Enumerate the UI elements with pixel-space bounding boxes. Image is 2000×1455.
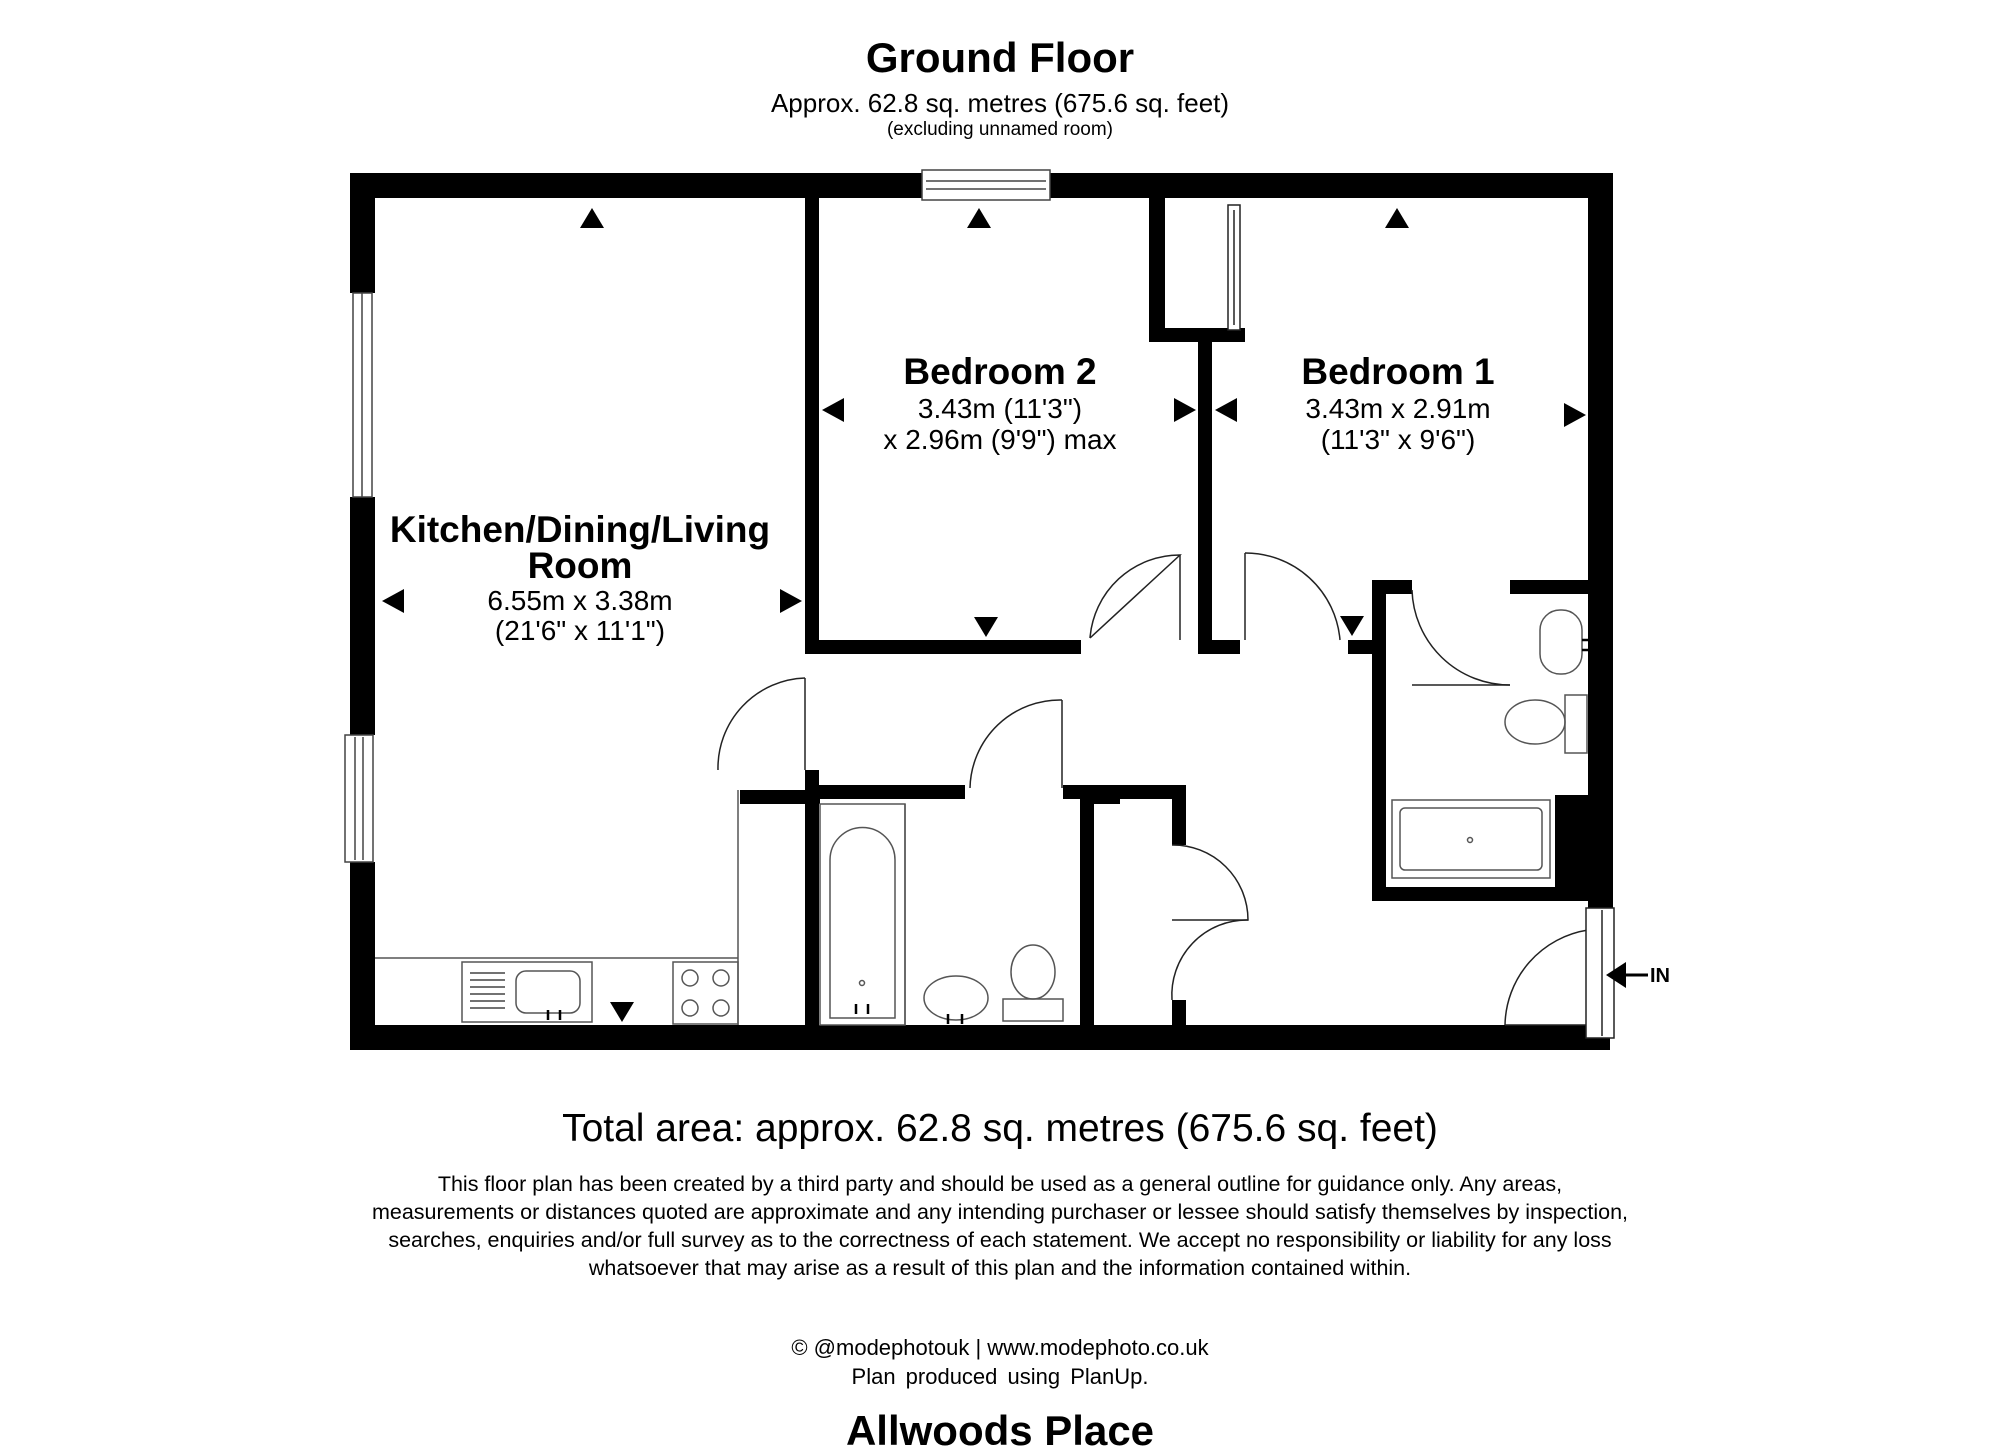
- bathtub: [820, 804, 905, 1025]
- arrow-bed1-right: [1564, 403, 1586, 427]
- bedroom1-dim1: 3.43m x 2.91m: [1305, 393, 1491, 424]
- door-ensuite: [1412, 590, 1510, 685]
- kitchen-sink: [516, 971, 580, 1013]
- taps: [548, 640, 1592, 1024]
- bathroom-basin: [924, 976, 988, 1020]
- window-left-lower: [345, 735, 373, 862]
- interior-walls: [740, 198, 1590, 1050]
- arrow-kitchen-top: [580, 208, 604, 228]
- arrow-kitchen-right: [780, 589, 802, 613]
- hob: [673, 962, 738, 1024]
- window-top: [922, 170, 1050, 200]
- arrow-bed1-left: [1215, 398, 1237, 422]
- floor-note: (excluding unnamed room): [886, 119, 1113, 140]
- property-address: Allwoods Place: [845, 1407, 1155, 1454]
- arrow-bed2-left: [822, 398, 844, 422]
- disclaimer: This floor plan has been created by a third party and should be used as a general outline for guidance only. Any areas, measurements or distances quoted are approximate and any intending purchaser or lessee should satisfy themselves by inspection, searches, enquiries and/or full survey as to the correctness of each statement. We accept no responsibility or liability for any loss whatsoever that may arise as a result of this plan and the information contained within.: [371, 1172, 1629, 1280]
- arrow-bed2-bottom: [974, 617, 998, 637]
- floor-area: Approx. 62.8 sq. metres (675.6 sq. feet): [770, 88, 1230, 118]
- entrance-label: IN: [1650, 965, 1670, 987]
- fixtures: [375, 610, 1587, 1025]
- bedroom2-name: Bedroom 2: [903, 351, 1097, 392]
- drainer: [470, 973, 505, 1008]
- kitchen-name-line2: Room: [527, 545, 633, 586]
- bedroom1-dim2: (11'3" x 9'6"): [1320, 424, 1476, 455]
- arrow-bed2-top: [967, 208, 991, 228]
- kitchen-dim1: 6.55m x 3.38m: [487, 585, 673, 616]
- arrow-bed1-bottom: [1340, 616, 1364, 636]
- door-cupboard-b: [1172, 920, 1248, 1000]
- door-entrance: [1505, 930, 1588, 1025]
- door-bedroom1: [1245, 553, 1340, 640]
- kitchen-name-line1: Kitchen/Dining/Living: [389, 509, 771, 550]
- bedroom1-name: Bedroom 1: [1301, 351, 1495, 392]
- ensuite-basin: [1540, 610, 1582, 674]
- arrow-bed2-right: [1174, 398, 1196, 422]
- shower-tray: [1392, 800, 1550, 878]
- arrow-bed1-top: [1385, 208, 1409, 228]
- total-area: Total area: approx. 62.8 sq. metres (675.6 sq. feet): [562, 1107, 1438, 1150]
- bathroom-toilet: [1011, 945, 1055, 999]
- kitchen-dim2: (21'6" x 11'1"): [494, 615, 666, 646]
- bedroom2-dim2: x 2.96m (9'9") max: [883, 424, 1117, 455]
- door-kitchen: [718, 678, 805, 770]
- door-bedroom2: [1090, 555, 1180, 638]
- credit-line: © @modephotouk | www.modephoto.co.uk: [791, 1335, 1209, 1360]
- door-cupboard-a: [1172, 845, 1248, 920]
- floor-title: Ground Floor: [865, 34, 1135, 81]
- arrow-kitchen-left: [382, 589, 404, 613]
- ensuite-toilet: [1505, 700, 1565, 744]
- produced-line: Plan produced using PlanUp.: [851, 1364, 1149, 1389]
- door-bathroom: [970, 700, 1062, 788]
- bedroom2-dim1: 3.43m (11'3"): [917, 393, 1083, 424]
- arrow-kitchen-bottom: [610, 1002, 634, 1022]
